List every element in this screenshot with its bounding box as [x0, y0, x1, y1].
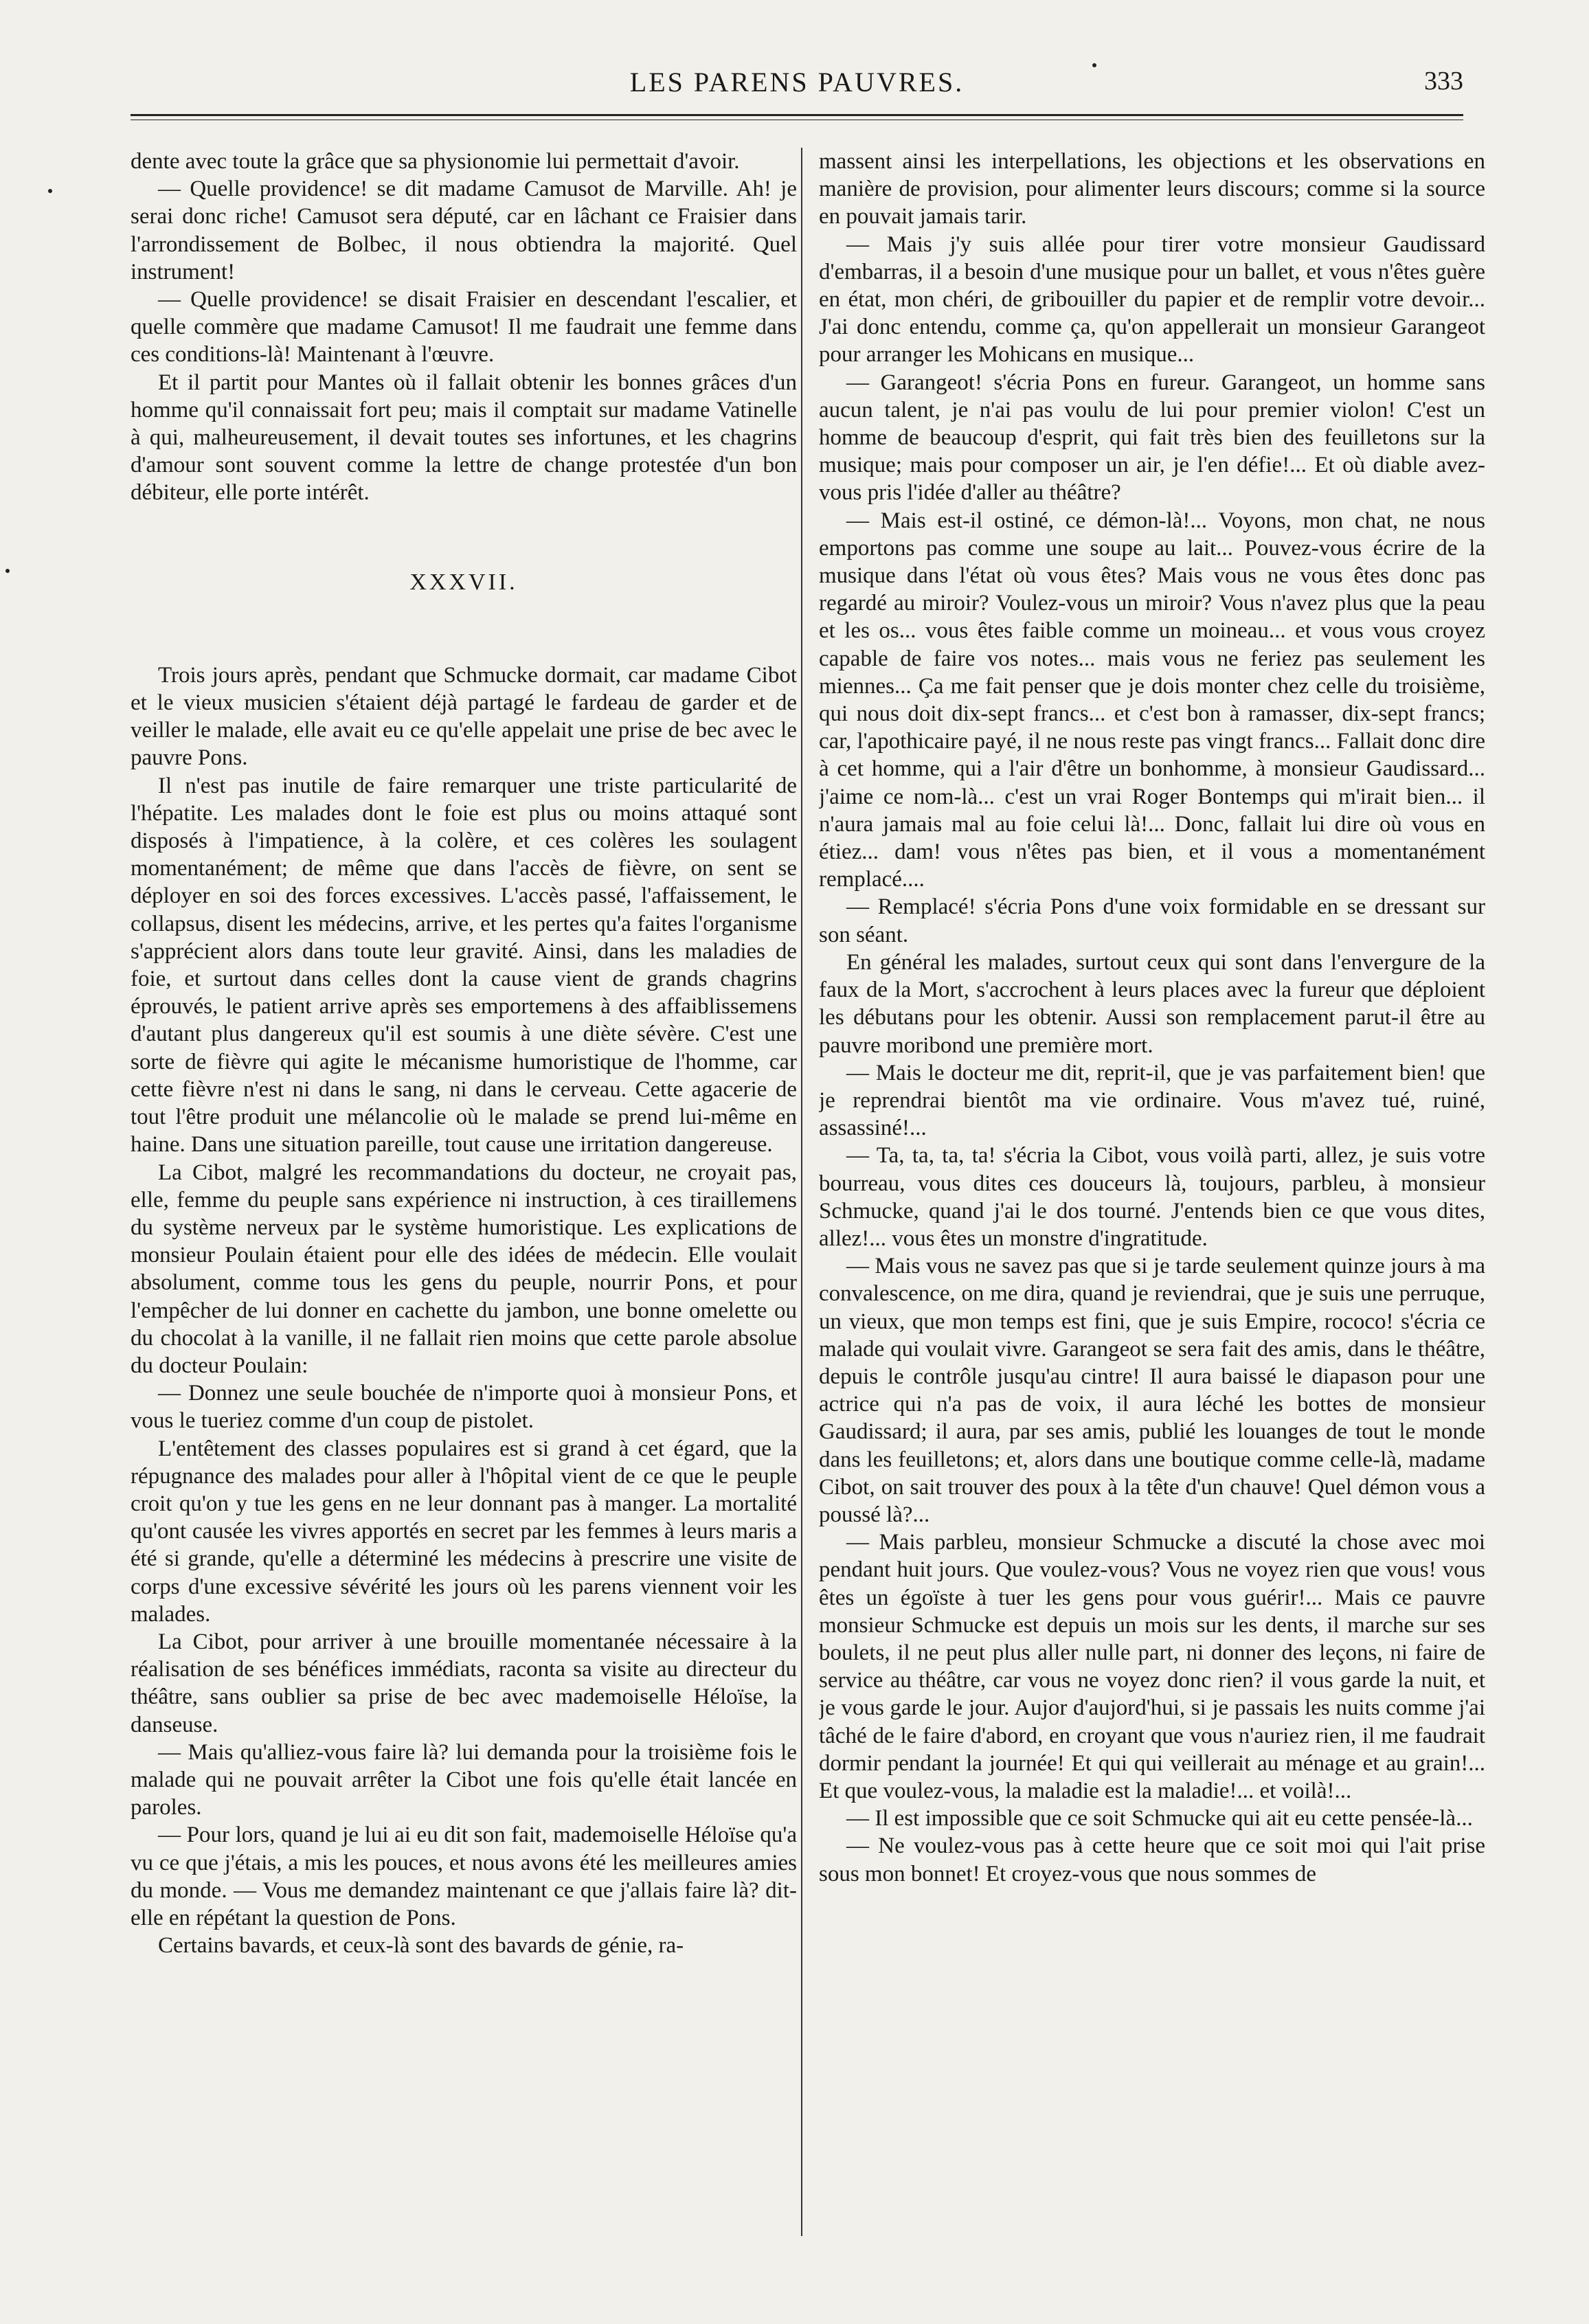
- paragraph: — Il est impossible que ce soit Schmucke qui ait eu cette pensée-là...: [846, 1806, 1473, 1831]
- paragraph: — Remplacé! s'écria Pons d'une voix formidable en se dressant sur son séant.: [819, 894, 1485, 947]
- paragraph: — Donnez une seule bouchée de n'importe quoi à monsieur Pons, et vous le tueriez comme d'un coup de pistolet.: [131, 1381, 797, 1434]
- paragraph: L'entêtement des classes populaires est si grand à cet égard, que la répugnance des malades pour aller à l'hôpital vient de ce que le peuple croit qu'on y tue les gens en ne leur donnant pas à manger. La mortalité qu'ont causée les vivres apportés en secret par les femmes à leurs maris a été si grande, qu'elle a déterminé les médecins à prescrire une visite de corps d'une excessive sévérité les jours où les parens viennent voir les malades.: [131, 1436, 797, 1627]
- paragraph: — Mais parbleu, monsieur Schmucke a discuté la chose avec moi pendant huit jours. Que voulez-vous? Vous ne voyez rien que vous! vous êtes un égoïste à tuer les gens pour vous guérir!... Mais ce pauvre monsieur Schmucke est depuis un mois sur les dents, il marche sur ses boulets, il ne peut plus aller nulle part, ni donner des leçons, ni faire de service au théâtre, car vous ne voyez donc rien? il vous garde la nuit, et je vous garde le jour. Aujor d'aujord'hui, si je passais les nuits comme j'ai tâché de le faire d'abord, en croyant que vous n'auriez rien, il me faudrait dormir pendant la journée! Et qui qui veillerait au ménage et au grain!... Et que voulez-vous, la maladie est la maladie!... et voilà!...: [819, 1530, 1485, 1803]
- paragraph: Certains bavards, et ceux-là sont des bavards de génie, ra-: [158, 1933, 684, 1959]
- running-header: [131, 66, 1463, 107]
- paragraph: — Mais qu'alliez-vous faire là? lui demanda pour la troisième fois le malade qui ne pouvait arrêter la Cibot une fois qu'elle était lancée en paroles.: [131, 1739, 797, 1820]
- paragraph: En général les malades, surtout ceux qui sont dans l'envergure de la faux de la Mort, s'accrochent à leurs places avec la fureur que déploient les débutans pour les obtenir. Aussi son remplacement parut-il être au pauvre moribond une première mort.: [819, 949, 1485, 1058]
- ink-speck: [5, 569, 10, 573]
- paragraph: — Mais vous ne savez pas que si je tarde seulement quinze jours à ma convalescence, on me dira, quand je reviendrai, que je suis une perruque, un vieux, que mon temps est fini, que je suis Empire, rococo! s'écria ce malade qui voulait vivre. Garangeot se sera fait des amis, dans le théâtre, depuis le contrôle jusqu'au cintre! Il aura baissé le diapason pour une actrice qui n'a pas de voix, il aura léché les bottes de monsieur Gaudissard; il aura, par ses amis, publié les louanges de tout le monde dans les feuilletons; et, alors dans une boutique comme celle-là, madame Cibot, on sait trouver des poux à la tête d'un chauve! Quel démon vous a poussé là?...: [819, 1254, 1485, 1527]
- running-title: LES PARENS PAUVRES.: [629, 67, 965, 98]
- paragraph: — Pour lors, quand je lui ai eu dit son fait, mademoiselle Héloïse qu'a vu ce que j'étais, a mis les pouces, et nous avons été les meilleures amies du monde. — Vous me demandez maintenant ce que j'allais faire là? dit-elle en répétant la question de Pons.: [131, 1823, 797, 1930]
- paragraph: Et il partit pour Mantes où il fallait obtenir les bonnes grâces d'un homme qu'il connaissait fort peu; mais il comptait sur madame Vatinelle à qui, malheureusement, il devait toutes ses infortunes, et les chagrins d'amour sont souvent comme la lettre de change protestée d'un bon débiteur, elle porte intérêt.: [131, 370, 797, 506]
- paragraph: massent ainsi les interpellations, les objections et les observations en manière de provision, pour alimenter leurs discours; comme si la source en pouvait jamais tarir.: [819, 149, 1485, 229]
- ink-speck: [48, 189, 52, 193]
- paragraph: La Cibot, pour arriver à une brouille momentanée nécessaire à la réalisation de ses bénéfices immédiats, raconta sa visite au directeur du théâtre, sans oublier sa prise de bec avec mademoiselle Héloïse, la danseuse.: [131, 1629, 797, 1737]
- paragraph: Trois jours après, pendant que Schmucke dormait, car madame Cibot et le vieux musicien s'étaient déjà partagé le fardeau de garder et de veiller le malade, elle avait eu ce qu'elle appelait une prise de bec avec le pauvre Pons.: [131, 662, 797, 771]
- paragraph: — Quelle providence! se disait Fraisier en descendant l'escalier, et quelle commère que madame Camusot! Il me faudrait une femme dans ces conditions-là! Maintenant à l'œuvre.: [131, 287, 797, 368]
- paragraph: Il n'est pas inutile de faire remarquer une triste particularité de l'hépatite. Les malades dont le foie est plus ou moins attaqué sont disposés à l'impatience, à la colère, et ces colères les soulagent momentanément; de même que dans l'accès de fièvre, on sent se déployer en soi des forces excessives. L'accès passé, l'affaissement, le collapsus, disent les médecins, arrive, et les pertes qu'a faites l'organisme s'apprécient alors dans toute leur gravité. Ainsi, dans les maladies de foie, et surtout dans celles dont la cause vient de grands chagrins éprouvés, le patient arrive après ses emportemens à des affaiblissemens d'autant plus dangereux qu'il est soumis à une diète sévère. C'est une sorte de fièvre qui agite le mécanisme humoristique de l'homme, car cette fièvre n'est ni dans le sang, ni dans le cerveau. Cette agacerie de tout l'être produit une mélancolie où le malade se prend lui-même en haine. Dans une situation pareille, tout cause une irritation dangereuse.: [131, 773, 797, 1158]
- chapter-heading: XXXVII.: [409, 569, 518, 595]
- column-separator: [801, 148, 802, 2236]
- paragraph: — Garangeot! s'écria Pons en fureur. Garangeot, un homme sans aucun talent, je n'ai pas voulu de lui pour premier violon! C'est un homme de beaucoup d'esprit, qui fait très bien des feuilletons sur la musique; mais pour composer un air, je l'en défie!... Et où diable avez-vous pris l'idée d'aller au théâtre?: [819, 370, 1485, 506]
- paragraph: La Cibot, malgré les recommandations du docteur, ne croyait pas, elle, femme du peuple sans expérience ni instruction, à ces tiraillemens du système nerveux par le système humoristique. Les explications de monsieur Poulain étaient pour elle des idées de médecin. Elle voulait absolument, comme tous les gens du peuple, nourrir Pons, et pour l'empêcher de lui donner en cachette du jambon, une bonne omelette ou du chocolat à la vanille, il ne fallait rien moins que cette parole absolue du docteur Poulain:: [131, 1160, 797, 1378]
- paragraph: — Mais j'y suis allée pour tirer votre monsieur Gaudissard d'embarras, il a besoin d'une musique pour un ballet, et vous n'êtes guère en état, mon chéri, de gribouiller du papier et de remplir votre devoir... J'ai donc entendu, comme ça, qu'on appellerait un monsieur Garangeot pour arranger les Mohicans en musique...: [819, 232, 1485, 368]
- paragraph: dente avec toute la grâce que sa physionomie lui permettait d'avoir.: [131, 149, 740, 174]
- paragraph: — Quelle providence! se dit madame Camusot de Marville. Ah! je serai donc riche! Camusot sera député, car en lâchant ce Fraisier dans l'arrondissement de Bolbec, il nous obtiendra la majorité. Quel instrument!: [131, 177, 797, 284]
- header-rule: [131, 114, 1463, 116]
- paragraph: — Mais est-il ostiné, ce démon-là!... Voyons, mon chat, ne nous emportons pas comme une soupe au lait... Pouvez-vous écrire de la musique dans l'état où vous êtes? Mais vous ne vous êtes donc pas regardé au miroir? Voulez-vous un miroir? Vous n'avez plus que la peau et les os... vous êtes faible comme un moineau... et vous vous croyez capable de faire vos notes... mais vous ne feriez pas seulement les miennes... Ça me fait penser que je dois monter chez celle du troisième, qui nous doit dix-sept francs... et c'est bon à ramasser, dix-sept francs; car, l'apothicaire payé, il ne nous reste pas vingt francs... Fallait donc dire à cet homme, qui a l'air d'être un bonhomme, à monsieur Gaudissard... j'aime ce nom-là... c'est un vrai Roger Bontemps qui m'irait bien... il n'aura jamais mal au foie celui là!... Donc, fallait lui dire où vous en étiez... dam! vous n'êtes pas bien, et il vous a momentanément remplacé....: [819, 508, 1485, 892]
- left-column: [131, 148, 797, 2264]
- page-number: 333: [1424, 67, 1463, 95]
- ink-speck: [1092, 63, 1096, 67]
- paragraph: — Ta, ta, ta, ta! s'écria la Cibot, vous voilà parti, allez, je suis votre bourreau, vous dites ces douceurs là, toujours, parbleu, à monsieur Schmucke, quand j'ai le dos tourné. J'entends bien ce que vous dites, allez!... vous êtes un monstre d'ingratitude.: [819, 1143, 1485, 1251]
- paragraph: — Ne voulez-vous pas à cette heure que ce soit moi qui l'ait prise sous mon bonnet! Et croyez-vous que nous sommes de: [819, 1834, 1485, 1886]
- paragraph: — Mais le docteur me dit, reprit-il, que je vas parfaitement bien! que je reprendrai bientôt ma vie ordinaire. Vous m'avez tué, ruiné, assassiné!...: [819, 1060, 1485, 1141]
- right-column: [819, 148, 1485, 2264]
